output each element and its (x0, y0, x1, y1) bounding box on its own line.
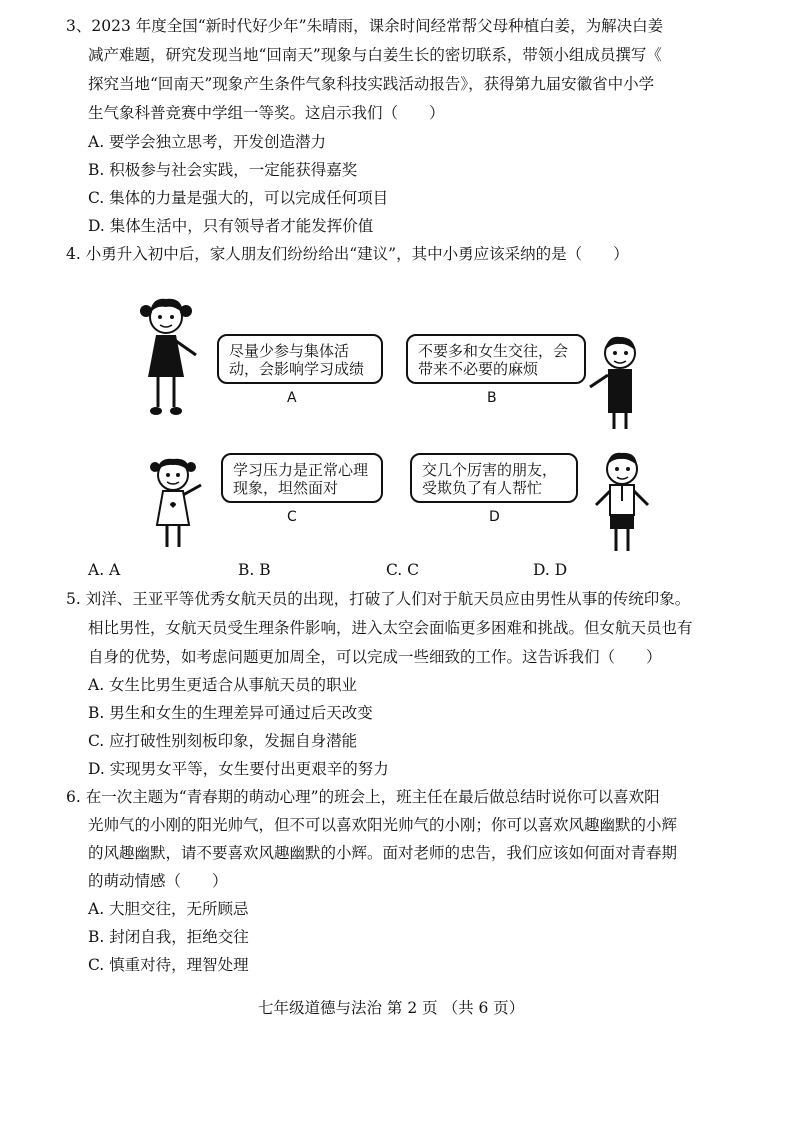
boy-figure-b (586, 335, 651, 435)
q5-option-d: D. 实现男女平等，女生要付出更艰辛的努力 (88, 760, 389, 778)
speech-bubble-d: 交几个厉害的朋友，受欺负了有人帮忙 (410, 453, 578, 503)
q3-line-3: 探究当地“回南天”现象产生条件气象科技实践活动报告》，获得第九届安徽省中小学 (88, 75, 655, 93)
q5-option-b: B. 男生和女生的生理差异可通过后天改变 (88, 704, 373, 722)
panel-label-b: B (487, 390, 497, 406)
girl-figure-c (145, 455, 205, 555)
q4-option-c: C. C (386, 561, 420, 579)
q3-option-d: D. 集体生活中，只有领导者才能发挥价值 (88, 217, 374, 235)
q6-option-b: B. 封闭自我，拒绝交往 (88, 928, 249, 946)
panel-label-c: C (287, 509, 297, 525)
panel-label-d: D (489, 509, 500, 525)
page-footer: 七年级道德与法治 第 2 页 （共 6 页） (258, 999, 525, 1017)
q4-option-b: B. B (238, 561, 271, 579)
girl-figure-a (138, 295, 198, 425)
q3-option-b: B. 积极参与社会实践，一定能获得嘉奖 (88, 161, 358, 179)
q5-option-a: A. 女生比男生更适合从事航天员的职业 (88, 676, 358, 694)
q4-stem: 4. 小勇升入初中后，家人朋友们纷纷给出“建议”，其中小勇应该采纳的是（ ） (66, 245, 629, 263)
q5-line-2: 相比男性，女航天员受生理条件影响，进入太空会面临更多困难和挑战。但女航天员也有 (88, 619, 693, 637)
q4-option-d: D. D (533, 561, 568, 579)
q3-option-c: C. 集体的力量是强大的，可以完成任何项目 (88, 189, 389, 207)
q5-line-3: 自身的优势，如考虑问题更加周全，可以完成一些细致的工作。这告诉我们（ ） (88, 648, 662, 666)
q3-option-a: A. 要学会独立思考，开发创造潜力 (88, 133, 327, 151)
speech-bubble-c: 学习压力是正常心理现象，坦然面对 (221, 453, 383, 503)
q5-option-c: C. 应打破性别刻板印象，发掘自身潜能 (88, 732, 358, 750)
q6-option-c: C. 慎重对待，理智处理 (88, 956, 249, 974)
q6-line-2: 光帅气的小刚的阳光帅气，但不可以喜欢阳光帅气的小刚；你可以喜欢风趣幽默的小辉 (88, 816, 678, 834)
speech-bubble-b: 不要多和女生交往，会带来不必要的麻烦 (406, 334, 586, 384)
q4-option-a: A. A (88, 561, 121, 579)
speech-bubble-a: 尽量少参与集体活动，会影响学习成绩 (217, 334, 383, 384)
q6-line-4: 的萌动情感（ ） (88, 872, 228, 890)
q6-line-1: 6. 在一次主题为“青春期的萌动心理”的班会上，班主任在最后做总结时说你可以喜欢阳 (66, 788, 660, 806)
q6-line-3: 的风趣幽默，请不要喜欢风趣幽默的小辉。面对老师的忠告，我们应该如何面对青春期 (88, 844, 678, 862)
q3-line-1: 3、2023 年度全国“新时代好少年”朱晴雨，课余时间经常帮父母种植白姜，为解决白姜 (66, 17, 664, 35)
q3-line-2: 减产难题，研究发现当地“回南天”现象与白姜生长的密切联系，带领小组成员撰写《 (88, 46, 662, 64)
panel-label-a: A (287, 390, 297, 406)
q6-option-a: A. 大胆交往，无所顾忌 (88, 900, 249, 918)
q5-line-1: 5. 刘洋、王亚平等优秀女航天员的出现，打破了人们对于航天员应由男性从事的传统印象。 (66, 590, 691, 608)
boy-figure-d (592, 451, 654, 561)
q3-line-4: 生气象科普竞赛中学组一等奖。这启示我们（ ） (88, 104, 445, 122)
